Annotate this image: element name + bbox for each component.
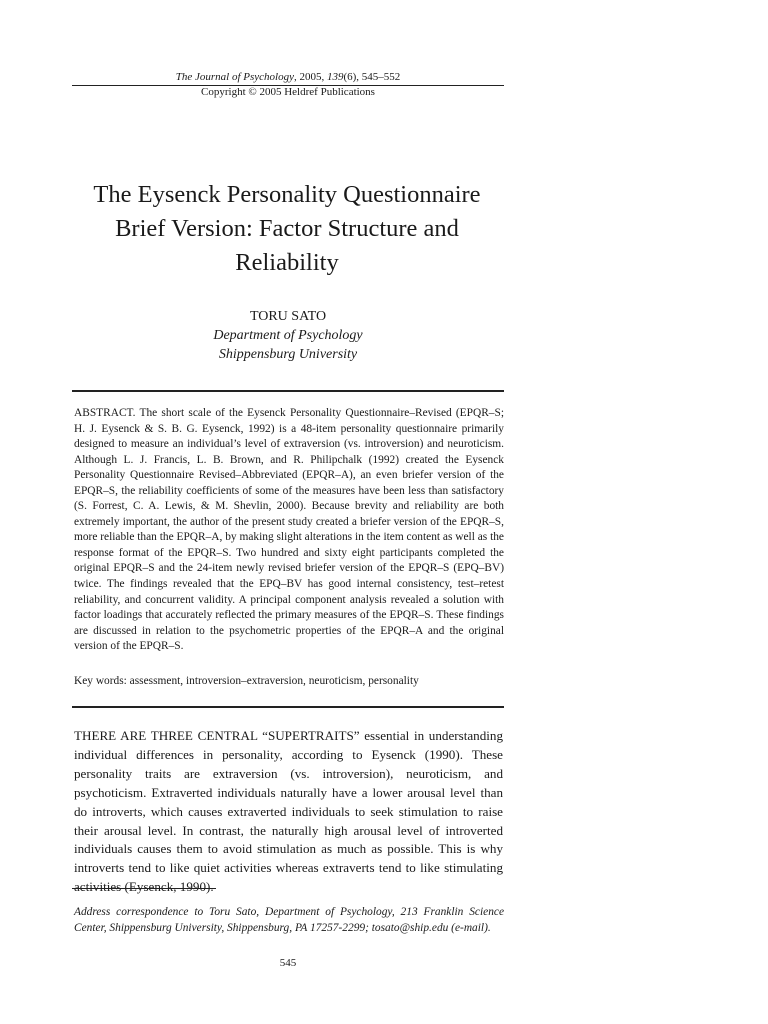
abstract-top-rule [72,390,504,392]
citation-year: , 2005, [293,71,327,83]
article-title: The Eysenck Personality Questionnaire Brief Version: Factor Structure and Reliability [93,181,481,276]
correspondence-footnote: Address correspondence to Toru Sato, Department of Psychology, 213 Franklin Science Center, Shippensburg University, Shippensburg, PA 17257-2299; tosato@ship.edu (e-mail). [74,906,504,934]
footnote-rule [72,888,216,889]
page-number: 545 [279,957,297,969]
keywords: Key words: assessment, introversion–extraversion, neuroticism, personality [74,675,419,687]
body-lead-in: THERE ARE THREE CENTRAL “SUPERTRAITS” [74,728,360,743]
journal-name: The Journal of Psychology [175,71,294,83]
abstract: ABSTRACT. The short scale of the Eysenck Personality Questionnaire–Revised (EPQR–S; H. J. Eysenck & S. B. G. Eysenck, 1992) is a 48-item personality questionnaire primarily designed to measure an individual’s level of extraversion (vs. introversion) and neuroticism. Although L. J. Francis, L. B. Brown, and R. Philipchalk (1992) created the Eysenck Personality Questionnaire Revised–Abbreviated (EPQR–A), an even briefer version of the EPQR–S, the reliability coefficients of some of the measures have been less than satisfactory (S. Forrest, C. A. Lewis, & M. Shevlin, 2000). Because brevity and reliability are both extremely important, the author of the present study created a briefer version of the EPQR–S, more reliable than the EPQR–A, by making slight alterations in the item content as well as the response format of the EPQR–S. Two hundred and sixty eight participants completed the original EPQR–S and the 24-item newly revised briefer version of the EPQR–S (EPQ–BV) twice. The findings revealed that the EPQ–BV has good internal consistency, test–retest reliability, and concurrent validity. A principal component analysis revealed a solution with factor loadings that accurately reflected the primary measures of the EPQR–S. These findings are discussed in relation to the psychometric properties of the EPQR–A and the original version of the EPQR–S. [74,407,504,653]
abstract-bottom-rule [72,706,504,708]
citation-volume: 139 [326,71,344,83]
author-block [72,307,504,364]
author-department: Department of Psychology [213,328,363,343]
citation-pages: (6), 545–552 [343,71,401,83]
body-paragraph [74,727,503,897]
journal-citation [72,70,504,85]
header-rule [72,85,504,86]
body-text: essential in understanding individual differences in personality, according to Eysenck (1990). These personality traits are extraversion (vs. introversion), neuroticism, and psychoticism. Extraverted individuals naturally have a lower arousal level than do introverts, which causes extraverted individuals to seek stimulation to raise their arousal level. In contrast, the naturally high arousal level of introverted individuals causes them to avoid stimulation as much as possible. This is why introverts tend to like quiet activities whereas extraverts tend to like stimulating activities (Eysenck, 1990). [74,728,503,895]
copyright-line: Copyright © 2005 Heldref Publications [201,86,375,98]
author-name: TORU SATO [249,309,327,324]
author-university: Shippensburg University [218,347,358,362]
